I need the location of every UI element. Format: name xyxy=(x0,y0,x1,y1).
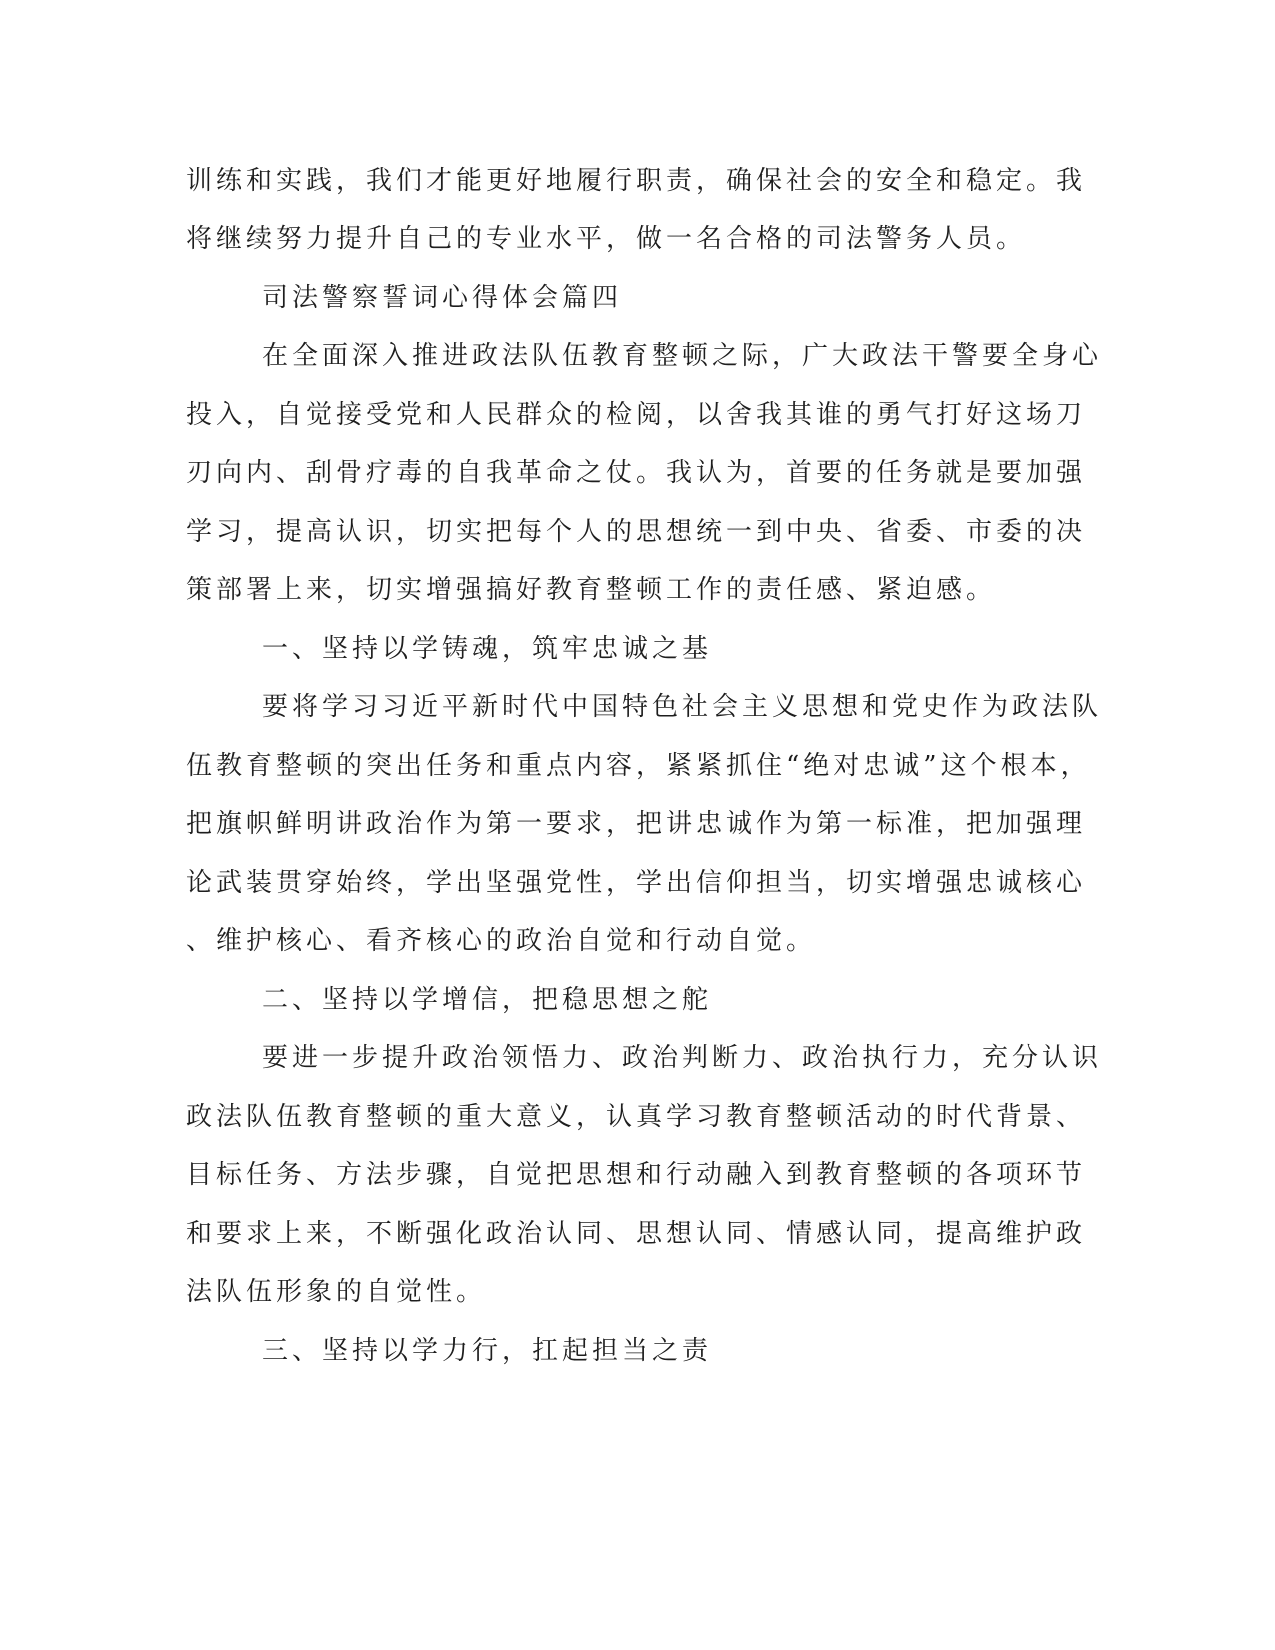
body-line: 和要求上来，不断强化政治认同、思想认同、情感认同，提高维护政 xyxy=(186,1219,1087,1249)
body-line: 投入，自觉接受党和人民群众的检阅，以舍我其谁的勇气打好这场刀 xyxy=(186,400,1087,430)
subheading: 二、坚持以学增信，把稳思想之舵 xyxy=(262,985,713,1015)
body-line: 论武装贯穿始终，学出坚强党性，学出信仰担当，切实增强忠诚核心 xyxy=(186,868,1087,898)
body-line: 目标任务、方法步骤，自觉把思想和行动融入到教育整顿的各项环节 xyxy=(186,1160,1087,1190)
body-line: 、维护核心、看齐核心的政治自觉和行动自觉。 xyxy=(186,926,817,956)
body-line: 将继续努力提升自己的专业水平，做一名合格的司法警务人员。 xyxy=(186,224,1027,254)
subheading: 一、坚持以学铸魂，筑牢忠诚之基 xyxy=(262,634,713,664)
body-line: 政法队伍教育整顿的重大意义，认真学习教育整顿活动的时代背景、 xyxy=(186,1102,1087,1132)
subheading: 三、坚持以学力行，扛起担当之责 xyxy=(262,1336,713,1366)
body-line: 把旗帜鲜明讲政治作为第一要求，把讲忠诚作为第一标准，把加强理 xyxy=(186,809,1087,839)
body-line: 训练和实践，我们才能更好地履行职责，确保社会的安全和稳定。我 xyxy=(186,166,1087,196)
body-line: 法队伍形象的自觉性。 xyxy=(186,1277,487,1307)
body-line: 在全面深入推进政法队伍教育整顿之际，广大政法干警要全身心 xyxy=(262,341,1103,371)
section-title: 司法警察誓词心得体会篇四 xyxy=(262,283,623,313)
body-line: 策部署上来，切实增强搞好教育整顿工作的责任感、紧迫感。 xyxy=(186,575,997,605)
body-line: 刃向内、刮骨疗毒的自我革命之仗。我认为，首要的任务就是要加强 xyxy=(186,458,1087,488)
body-line: 学习，提高认识，切实把每个人的思想统一到中央、省委、市委的决 xyxy=(186,517,1087,547)
body-line: 要进一步提升政治领悟力、政治判断力、政治执行力，充分认识 xyxy=(262,1043,1103,1073)
body-line: 伍教育整顿的突出任务和重点内容，紧紧抓住“绝对忠诚”这个根本， xyxy=(186,751,1091,781)
body-line: 要将学习习近平新时代中国特色社会主义思想和党史作为政法队 xyxy=(262,692,1103,722)
